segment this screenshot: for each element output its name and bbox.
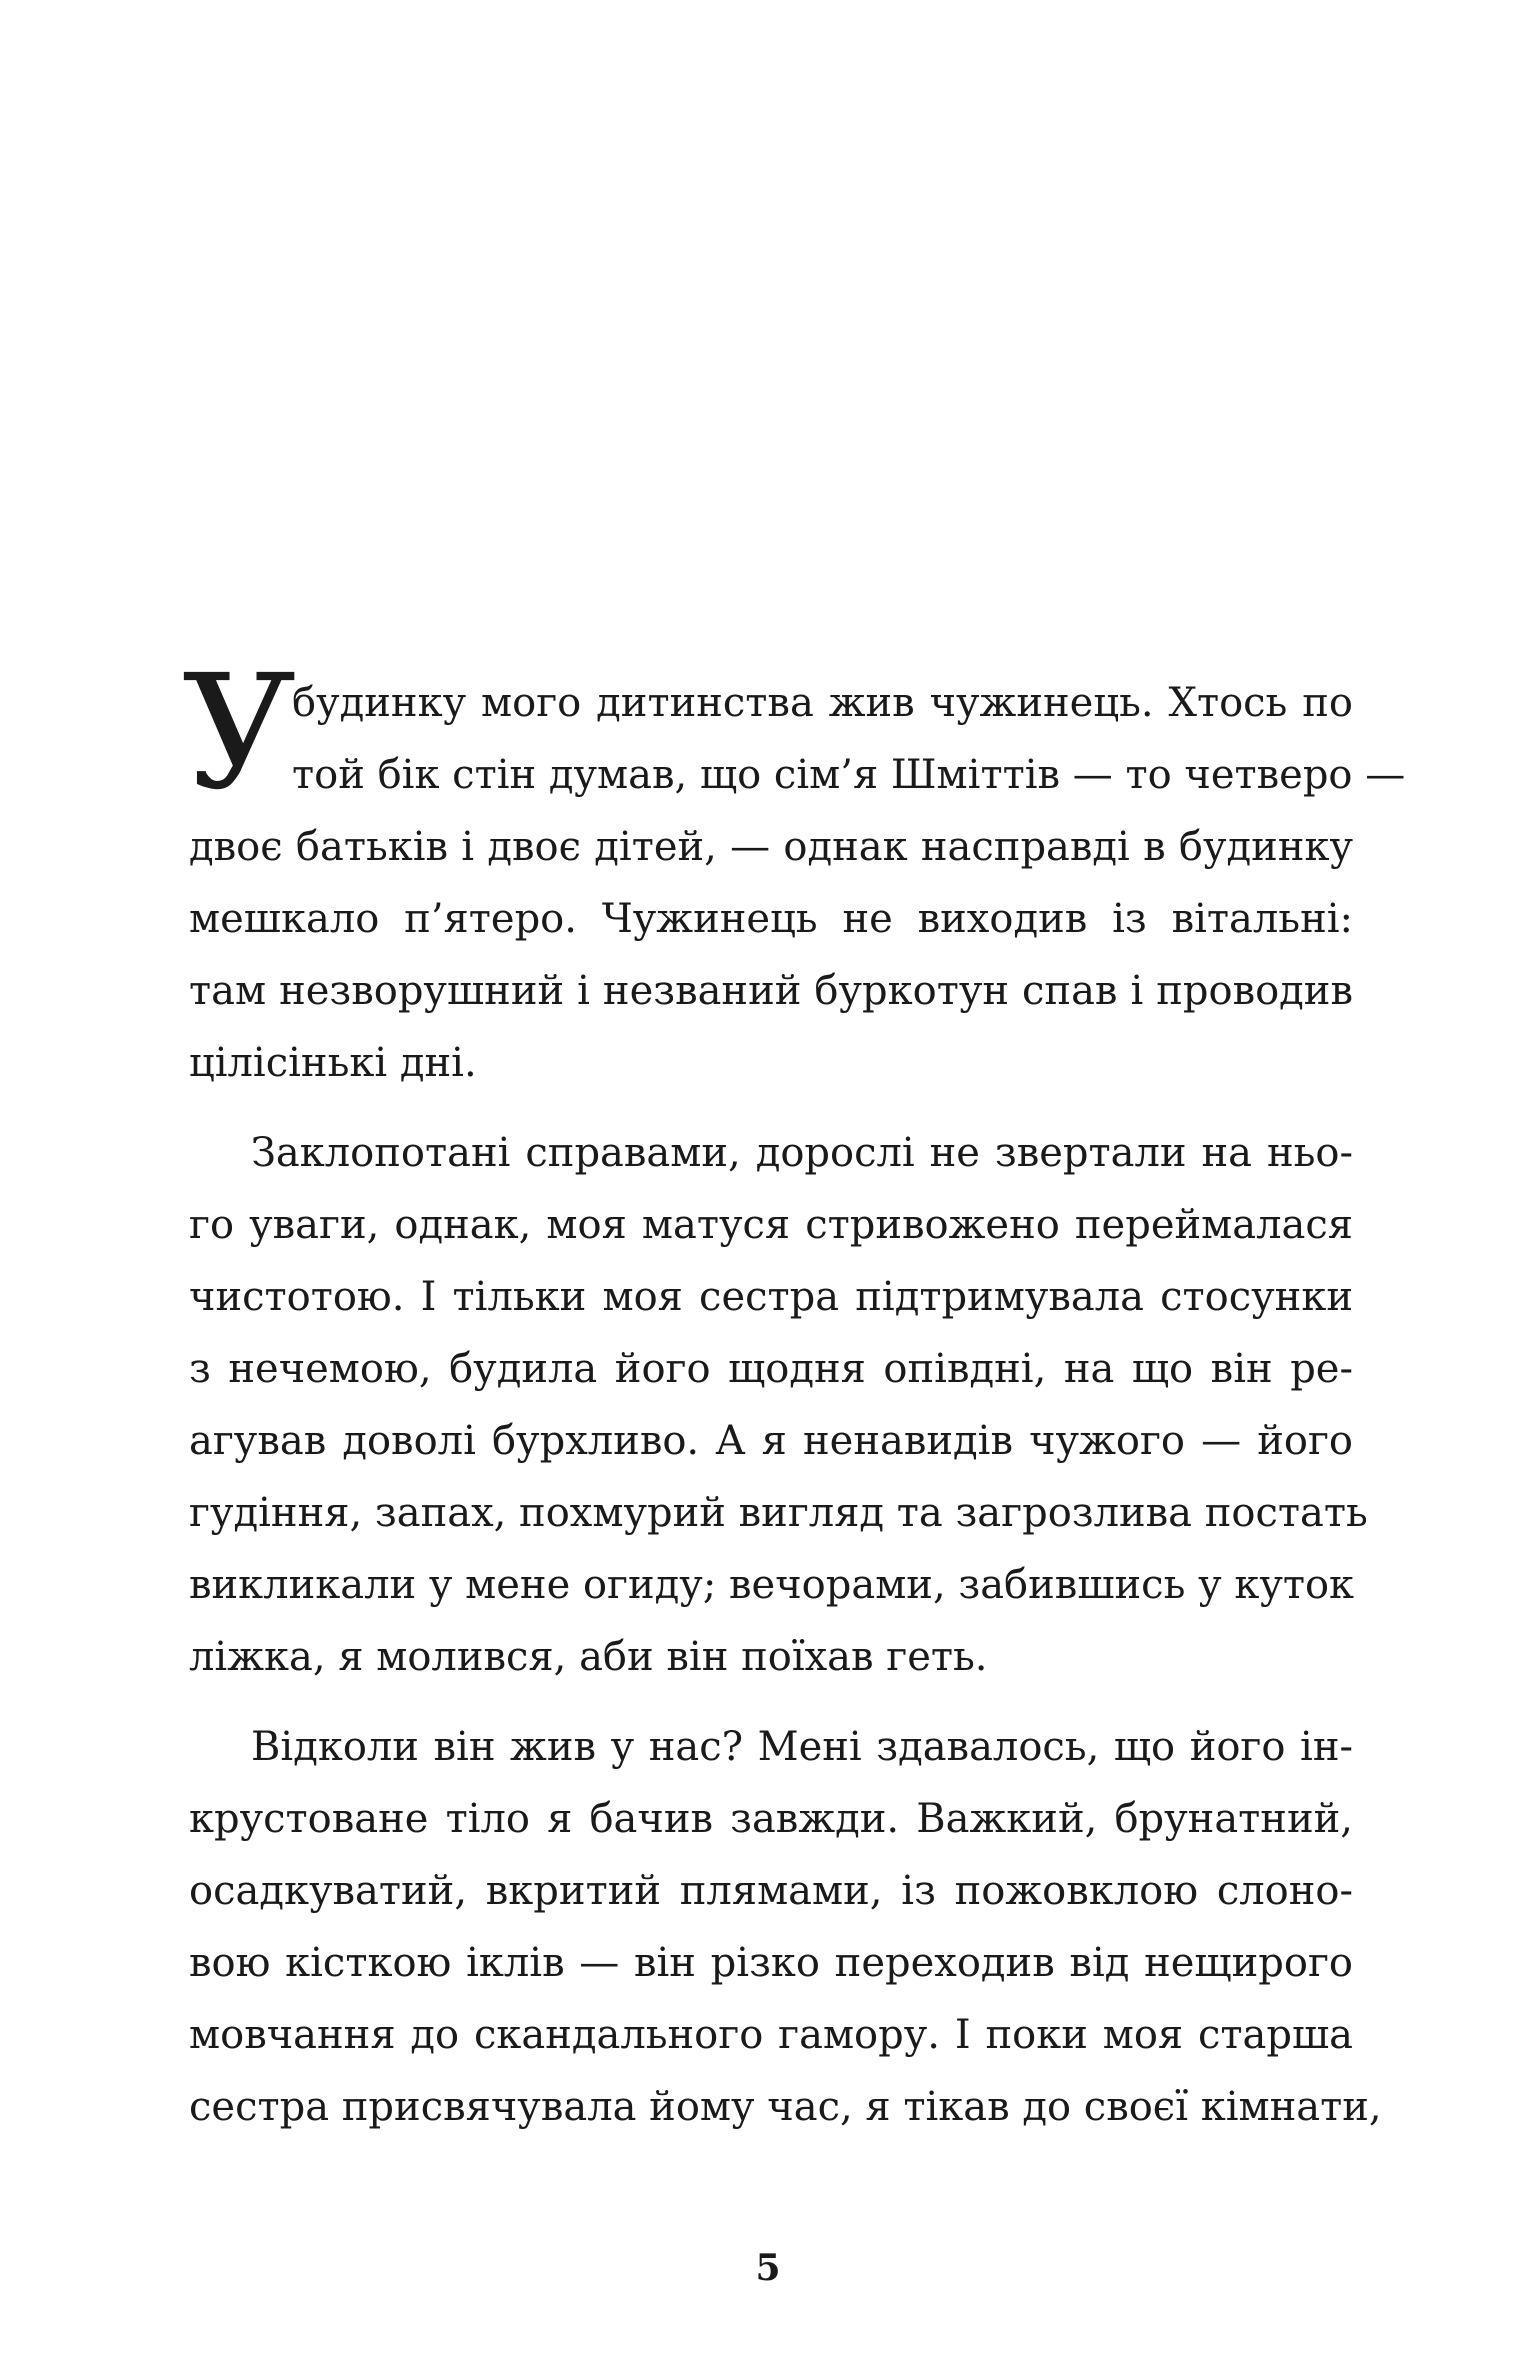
text-line: там незворушний і незваний буркотун спав і проводив: [189, 968, 1353, 1014]
text-line: Відколи він жив у нас? Мені здавалось, що його ін-: [251, 1724, 1353, 1770]
text-line: мовчання до скандального гамору. І поки моя старша: [189, 2012, 1353, 2058]
text-line: гудіння, запах, похмурий вигляд та загрозлива постать: [189, 1490, 1368, 1536]
text-line: той бік стін думав, що сім’я Шміттів — то четверо —: [292, 752, 1406, 798]
text-line: го уваги, однак, моя матуся стривожено переймалася: [189, 1202, 1353, 1248]
text-line: осадкуватий, вкритий плямами, із пожовклою слоно-: [189, 1868, 1353, 1914]
text-line: цілісінькі дні.: [189, 1040, 477, 1086]
text-line: викликали у мене огиду; вечорами, забившись у куток: [189, 1562, 1355, 1608]
text-line: Заклопотані справами, дорослі не звертали на ньо-: [251, 1130, 1353, 1176]
text-line: будинку мого дитинства жив чужинець. Хтось по: [292, 680, 1353, 726]
page-number: 5: [755, 2247, 781, 2289]
text-line: агував доволі бурхливо. А я ненавидів чужого — його: [189, 1418, 1353, 1464]
text-line: двоє батьків і двоє дітей, — однак насправді в будинку: [189, 824, 1353, 870]
text-line: чистотою. І тільки моя сестра підтримувала стосунки: [189, 1274, 1353, 1320]
text-line: ліжка, я молився, аби він поїхав геть.: [189, 1634, 988, 1680]
text-line: крустоване тіло я бачив завжди. Важкий, брунатний,: [189, 1796, 1353, 1842]
text-line: мешкало п’ятеро. Чужинець не виходив із вітальні:: [189, 896, 1353, 942]
text-line: сестра присвячувала йому час, я тікав до своєї кімнати,: [189, 2084, 1382, 2130]
text-line: вою кісткою іклів — він різко переходив від нещирого: [189, 1940, 1353, 1986]
drop-cap: У: [182, 641, 297, 825]
text-line: з нечемою, будила його щодня опівдні, на що він ре-: [189, 1346, 1353, 1392]
